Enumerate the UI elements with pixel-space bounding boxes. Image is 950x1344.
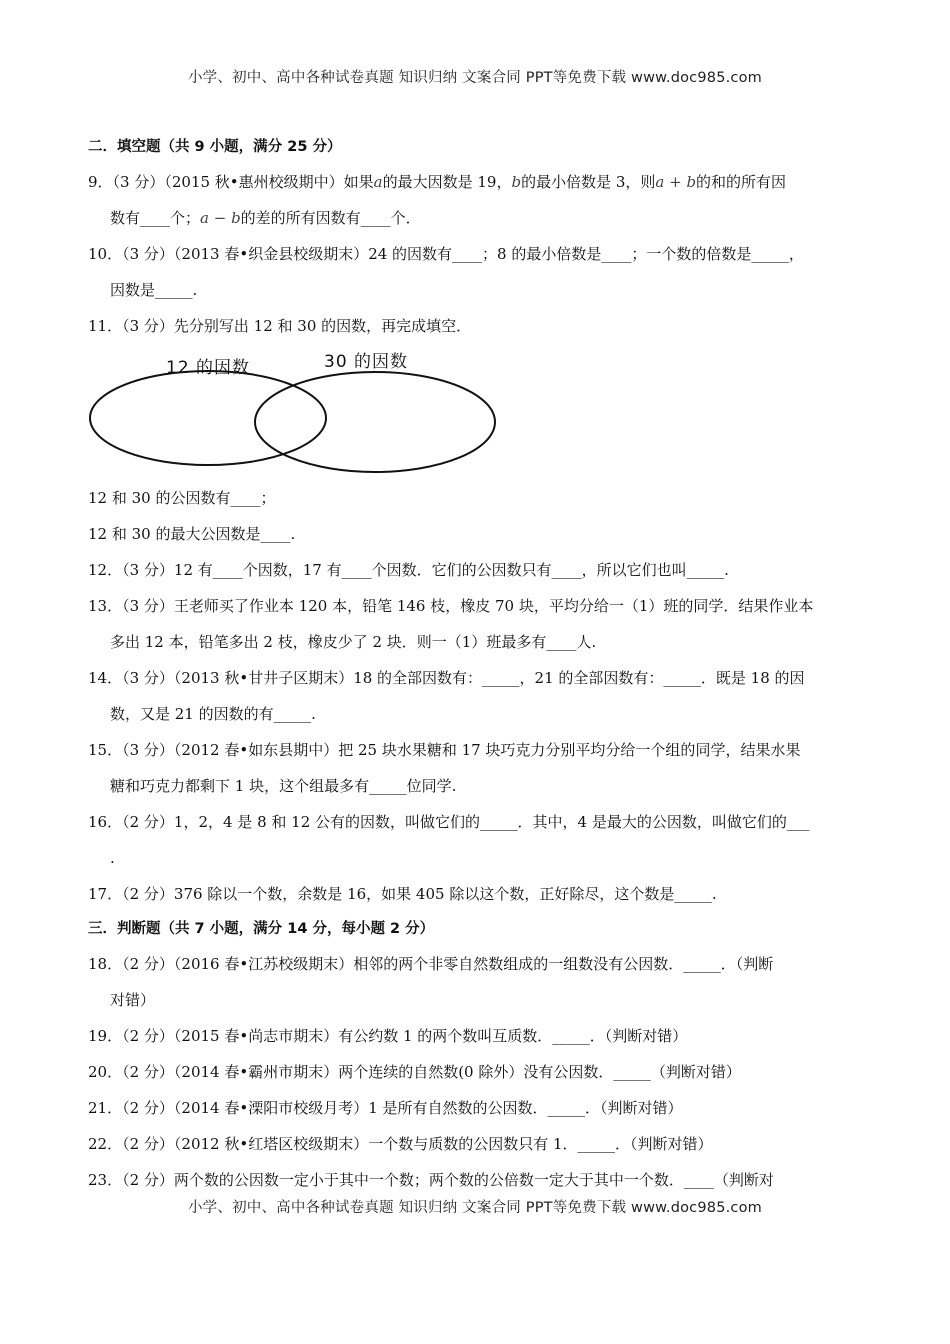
q11-common-factors: 12 和 30 的公因数有____； <box>88 489 276 507</box>
q16-line-2: . <box>110 849 115 867</box>
expr-a-plus-b: a + b <box>655 173 697 191</box>
q9-text-6: 的差的所有因数有____个． <box>240 209 421 227</box>
q21-line-1: 21．（2 分）（2014 春•溧阳市校级月考）1 是所有自然数的公因数．_____．（判断对错） <box>88 1099 683 1117</box>
q16-line-1: 16．（2 分）1，2，4 是 8 和 12 公有的因数，叫做它们的_____．其中，4 是最大的公因数，叫做它们的___ <box>88 813 810 831</box>
q9-text-5: 数有____个； <box>110 209 201 227</box>
question-23 <box>88 1162 870 1198</box>
question-18 <box>88 946 870 1018</box>
q18-line-2: 对错） <box>110 991 156 1009</box>
q15-line-2: 糖和巧克力都剩下 1 块，这个组最多有_____位同学. <box>110 777 457 795</box>
q10-line-1: 10．（3 分）（2013 春•织金县校级期末）24 的因数有____；8 的最小倍数是____；一个数的倍数是_____， <box>88 245 804 263</box>
question-21 <box>88 1090 870 1126</box>
q14-line-1: 14．（3 分）（2013 秋•甘井子区期末）18 的全部因数有：_____，21 的全部因数有：_____．既是 18 的因 <box>88 669 805 687</box>
q14-line-2: 数，又是 21 的因数的有_____. <box>110 705 316 723</box>
q12-line-1: 12．（3 分）12 有____个因数，17 有____个因数．它们的公因数只有____，所以它们也叫_____. <box>88 561 729 579</box>
question-20 <box>88 1054 870 1090</box>
var-a: a <box>373 173 383 191</box>
venn-diagram <box>88 346 508 476</box>
q13-line-2: 多出 12 本，铅笔多出 2 枝，橡皮少了 2 块．则一（1）班最多有____人. <box>110 633 597 651</box>
question-12 <box>88 552 870 588</box>
var-b: b <box>511 173 522 191</box>
q19-line-1: 19．（2 分）（2015 春•尚志市期末）有公约数 1 的两个数叫互质数．_____．（判断对错） <box>88 1027 688 1045</box>
question-19 <box>88 1018 870 1054</box>
q9-text-3: 的最小倍数是 3，则 <box>521 173 656 191</box>
q11-line-1: 11．（3 分）先分别写出 12 和 30 的因数，再完成填空． <box>88 317 472 335</box>
q10-line-2: 因数是_____. <box>110 281 198 299</box>
q13-line-1: 13．（3 分）王老师买了作业本 120 本，铅笔 146 枝，橡皮 70 块，平均分给一（1）班的同学．结果作业本 <box>88 597 814 615</box>
q18-line-1: 18．（2 分）（2016 春•江苏校级期末）相邻的两个非零自然数组成的一组数没有公因数．_____．（判断 <box>88 955 774 973</box>
question-16 <box>88 804 870 876</box>
q9-text-1: 9．（3 分）（2015 秋•惠州校级期中）如果 <box>88 173 374 191</box>
q17-line-1: 17．（2 分）376 除以一个数，余数是 16，如果 405 除以这个数，正好除尽，这个数是_____. <box>88 885 717 903</box>
question-9 <box>88 164 870 236</box>
venn-ellipse-30 <box>255 372 495 472</box>
q15-line-1: 15．（3 分）（2012 春•如东县期中）把 25 块水果糖和 17 块巧克力分别平均分给一个组的同学，结果水果 <box>88 741 801 759</box>
venn-svg <box>88 346 508 476</box>
page-header: 小学、初中、高中各种试卷真题 知识归纳 文案合同 PPT等免费下载 www.doc985.com <box>187 70 763 86</box>
venn-label-12: 12 的因数 <box>166 358 251 378</box>
q23-line-1: 23．（2 分）两个数的公因数一定小于其中一个数；两个数的公倍数一定大于其中一个数．____（判断对 <box>88 1171 774 1189</box>
section-title-true-false: 三．判断题（共 7 小题，满分 14 分，每小题 2 分） <box>88 921 435 937</box>
q9-text-2: 的最大因数是 19， <box>382 173 512 191</box>
question-13 <box>88 588 870 660</box>
venn-label-30: 30 的因数 <box>324 352 409 372</box>
q20-line-1: 20．（2 分）（2014 春•霸州市期末）两个连续的自然数(0 除外）没有公因数．_____（判断对错） <box>88 1063 741 1081</box>
question-15 <box>88 732 870 804</box>
question-10 <box>88 236 870 308</box>
q11-gcd: 12 和 30 的最大公因数是____. <box>88 525 296 543</box>
exam-content <box>88 130 870 1198</box>
section-title-fill-blank: 二．填空题（共 9 小题，满分 25 分） <box>88 139 342 155</box>
q9-text-4: 的和的所有因 <box>696 173 787 191</box>
q22-line-1: 22．（2 分）（2012 秋•红塔区校级期末）一个数与质数的公因数只有 1．_____．（判断对错） <box>88 1135 713 1153</box>
question-11 <box>88 308 870 476</box>
page-footer: 小学、初中、高中各种试卷真题 知识归纳 文案合同 PPT等免费下载 www.doc985.com <box>187 1200 763 1216</box>
question-22 <box>88 1126 870 1162</box>
question-14 <box>88 660 870 732</box>
question-17 <box>88 876 870 912</box>
expr-a-minus-b: a − b <box>200 209 241 227</box>
